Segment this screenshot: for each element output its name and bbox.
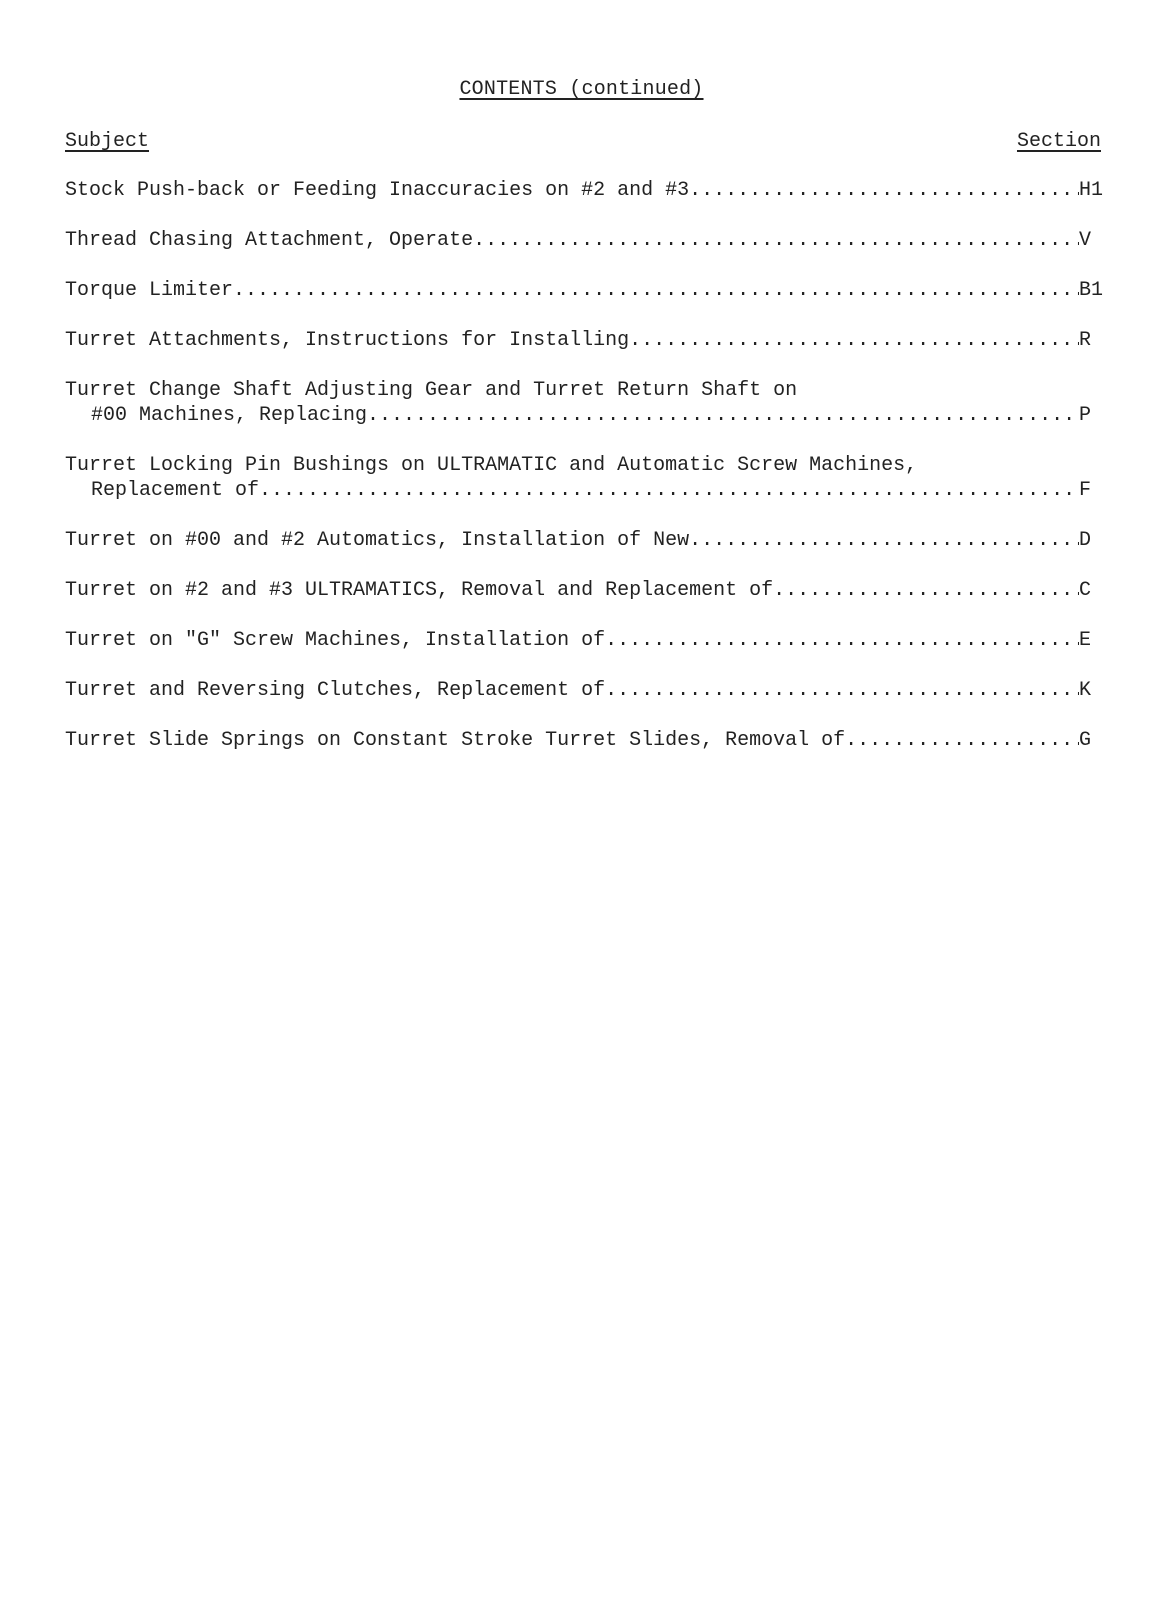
contents-entry-section: G	[1079, 729, 1092, 752]
contents-entry-subject: Turret and Reversing Clutches, Replacement of	[65, 679, 606, 702]
contents-entry-line	[65, 178, 1105, 203]
dot-leader	[473, 228, 1079, 253]
contents-entry	[65, 678, 1105, 703]
dot-leader	[605, 628, 1079, 653]
contents-entry-subject: Stock Push-back or Feeding Inaccuracies on #2 and #3	[65, 179, 690, 202]
contents-entry	[65, 328, 1105, 353]
dot-leader	[259, 478, 1079, 503]
dot-leader	[689, 528, 1079, 553]
contents-entry-subject: Replacement of	[91, 479, 260, 502]
dot-leader	[773, 578, 1079, 603]
contents-entry-subject: Turret Attachments, Instructions for Installing	[65, 329, 630, 352]
contents-entry-section: B1	[1079, 279, 1104, 302]
dot-leader	[605, 678, 1079, 703]
contents-entry-section: H1	[1079, 179, 1104, 202]
contents-entry-line	[65, 528, 1105, 553]
contents-entry-line	[65, 228, 1105, 253]
dot-leader	[233, 278, 1079, 303]
contents-entry-section: R	[1079, 329, 1092, 352]
contents-entry-subject: Turret Locking Pin Bushings on ULTRAMATIC and Automatic Screw Machines,	[65, 454, 918, 477]
contents-entry-line	[65, 728, 1105, 753]
contents-entry-section: D	[1079, 529, 1092, 552]
contents-entry-subject: Turret Slide Springs on Constant Stroke Turret Slides, Removal of	[65, 729, 846, 752]
contents-entry-subject: Turret on "G" Screw Machines, Installation of	[65, 629, 606, 652]
contents-entry-subject: Turret on #00 and #2 Automatics, Installation of New	[65, 529, 690, 552]
contents-entry	[65, 578, 1105, 603]
contents-entry-line	[65, 478, 1105, 503]
contents-entry-line	[65, 378, 1105, 403]
contents-entry-line	[65, 278, 1105, 303]
contents-entry-section: K	[1079, 679, 1092, 702]
contents-entry	[65, 628, 1105, 653]
contents-entry-subject: Thread Chasing Attachment, Operate	[65, 229, 474, 252]
dot-leader	[845, 728, 1079, 753]
contents-entry	[65, 378, 1105, 428]
contents-entry-section: F	[1079, 479, 1092, 502]
subject-column-header: Subject	[65, 130, 150, 153]
contents-entry-subject: Turret on #2 and #3 ULTRAMATICS, Removal and Replacement of	[65, 579, 774, 602]
contents-entry	[65, 453, 1105, 503]
contents-entry-section: V	[1079, 229, 1092, 252]
contents-entry	[65, 178, 1105, 203]
contents-entry-subject: Turret Change Shaft Adjusting Gear and Turret Return Shaft on	[65, 379, 798, 402]
contents-entry	[65, 228, 1105, 253]
contents-entry-line	[65, 403, 1105, 428]
contents-entry-section: C	[1079, 579, 1092, 602]
contents-entry-subject: Torque Limiter	[65, 279, 234, 302]
contents-entry-line	[65, 578, 1105, 603]
dot-leader	[629, 328, 1079, 353]
contents-entry-subject: #00 Machines, Replacing	[91, 404, 368, 427]
section-column-header: Section	[1016, 130, 1101, 153]
contents-entry-section: P	[1079, 404, 1092, 427]
contents-entry-line	[65, 453, 1105, 478]
contents-entry-section: E	[1079, 629, 1092, 652]
contents-list	[65, 178, 1105, 778]
contents-entry-line	[65, 328, 1105, 353]
dot-leader	[689, 178, 1079, 203]
contents-entry	[65, 278, 1105, 303]
page-title: CONTENTS (continued)	[459, 78, 704, 101]
dot-leader	[367, 403, 1079, 428]
contents-entry	[65, 528, 1105, 553]
contents-entry-line	[65, 678, 1105, 703]
contents-entry	[65, 728, 1105, 753]
contents-entry-line	[65, 628, 1105, 653]
